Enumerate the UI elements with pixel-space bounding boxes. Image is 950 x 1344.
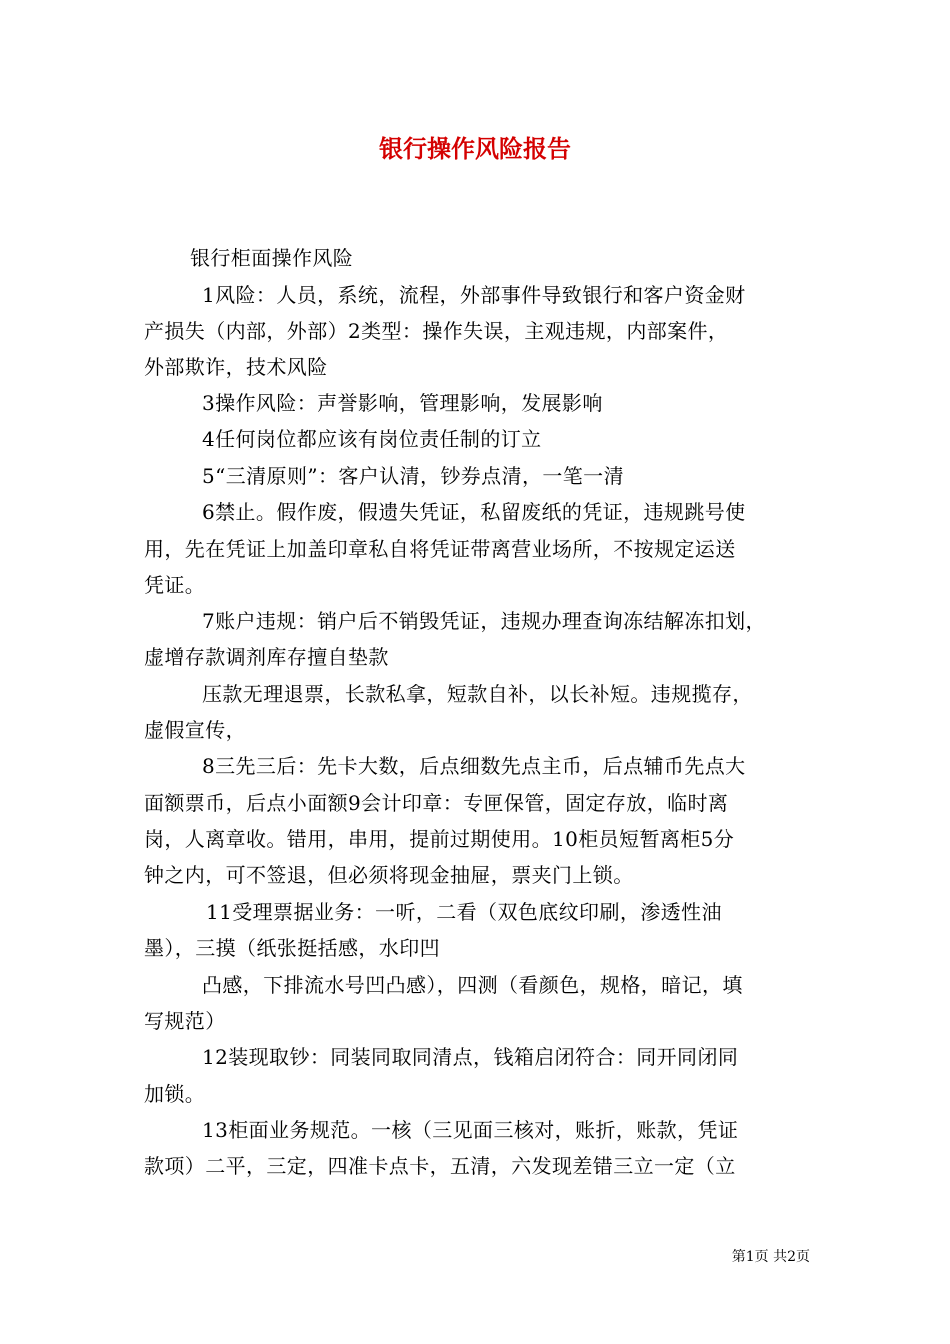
text-line: 加锁。: [144, 1082, 206, 1106]
text-line: 墨），三摸（纸张挺括感，水印凹: [144, 936, 440, 960]
text-line: 3操作风险：声誉影响，管理影响，发展影响: [202, 391, 603, 415]
text-line: 1风险：人员，系统，流程，外部事件导致银行和客户资金财: [202, 283, 746, 307]
text-line: 13柜面业务规范。一核（三见面三核对，账折，账款，凭证: [202, 1118, 739, 1142]
text-line: 11受理票据业务：一听，二看（双色底纹印刷，渗透性油: [206, 900, 722, 924]
text-line: 岗，人离章收。错用，串用，提前过期使用。10柜员短暂离柜5分: [144, 827, 735, 851]
text-line: 写规范）: [144, 1009, 226, 1033]
text-line: 6禁止。假作废，假遗失凭证，私留废纸的凭证，违规跳号使: [202, 500, 746, 524]
text-line: 款项）二平，三定，四准卡点卡，五清，六发现差错三立一定（立: [144, 1154, 736, 1178]
text-line: 外部欺诈，技术风险: [144, 355, 328, 379]
text-line: 用，先在凭证上加盖印章私自将凭证带离营业场所，不按规定运送: [144, 537, 736, 561]
document-title: 银行操作风险报告: [379, 134, 571, 163]
text-line: 5“三清原则”：客户认清，钞券点清，一笔一清: [202, 464, 624, 488]
text-line: 虚增存款调剂库存擅自垫款: [144, 645, 389, 669]
text-line: 产损失（内部，外部）2类型：操作失误，主观违规，内部案件，: [144, 319, 729, 343]
text-line: 4任何岗位都应该有岗位责任制的订立: [202, 427, 542, 451]
text-line: 凭证。: [144, 573, 206, 597]
text-line: 银行柜面操作风险: [190, 246, 354, 270]
text-line: 钟之内，可不签退，但必须将现金抽屉，票夹门上锁。: [144, 863, 634, 887]
text-line: 面额票币，后点小面额9会计印章：专匣保管，固定存放，临时离: [144, 791, 729, 815]
text-line: 8三先三后：先卡大数，后点细数先点主币，后点辅币先点大: [202, 754, 746, 778]
text-line: 虚假宣传，: [144, 718, 246, 742]
page-number: 第1页 共2页: [731, 1249, 810, 1265]
text-line: 7账户违规：销户后不销毁凭证，违规办理查询冻结解冻扣划，: [202, 609, 766, 633]
text-line: 凸感，下排流水号凹凸感），四测（看颜色，规格，暗记，填: [202, 973, 743, 997]
text-line: 压款无理退票，长款私拿，短款自补，以长补短。违规揽存，: [202, 682, 753, 706]
text-line: 12装现取钞：同装同取同清点，钱箱启闭符合：同开同闭同: [202, 1045, 739, 1069]
